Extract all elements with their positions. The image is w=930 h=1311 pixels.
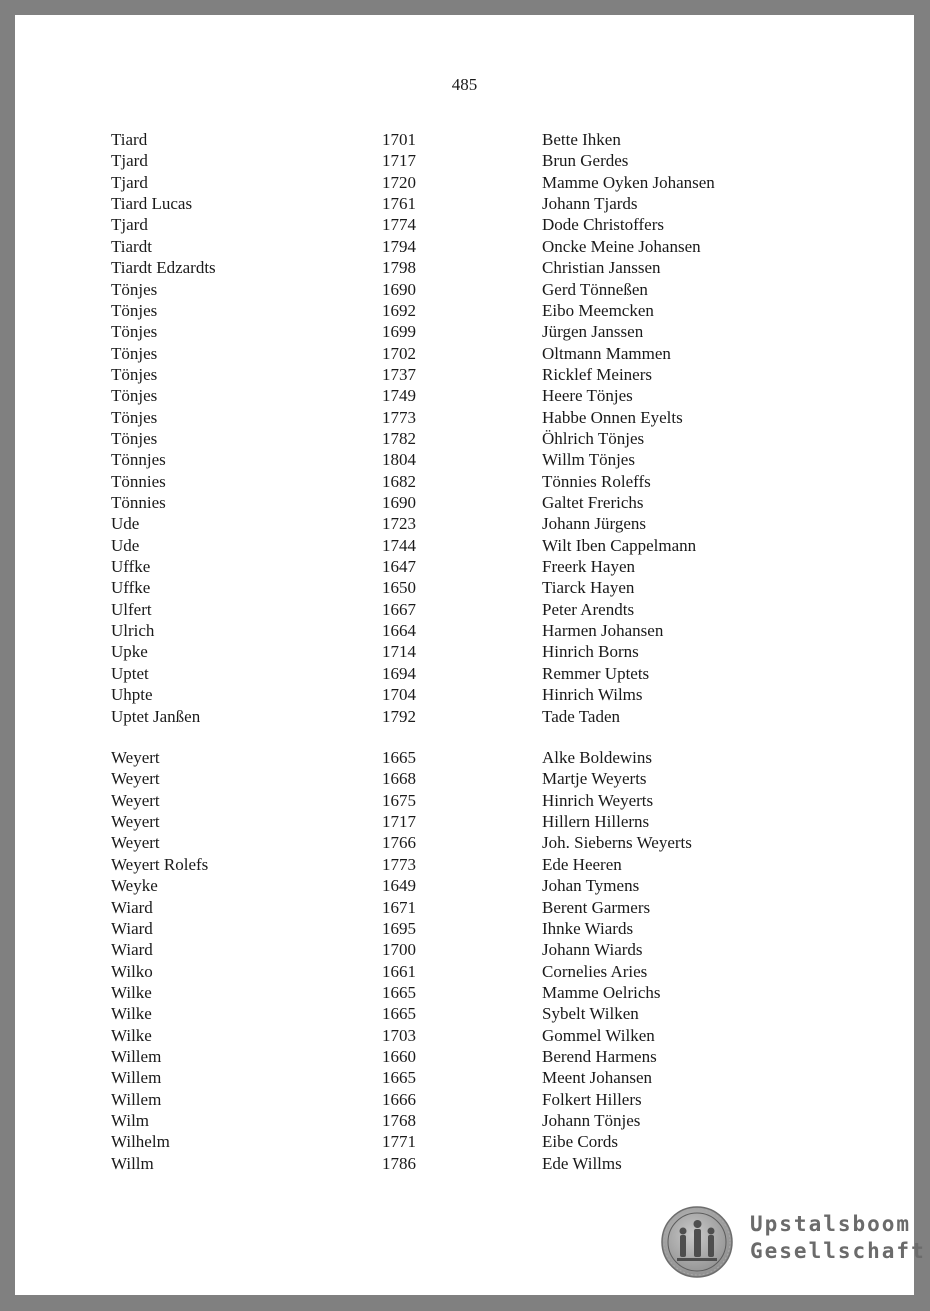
person-name-cell: Harmen Johansen bbox=[542, 621, 664, 640]
person-name-cell: Oltmann Mammen bbox=[542, 343, 671, 363]
given-name-cell: Tjard bbox=[111, 172, 148, 192]
table-row bbox=[15, 599, 914, 620]
year-cell: 1792 bbox=[382, 706, 416, 726]
table-row bbox=[15, 193, 914, 214]
person-name-cell: Jürgen Janssen bbox=[542, 322, 644, 342]
person-name-cell: Öhlrich Tönjes bbox=[542, 428, 645, 448]
given-name-cell: Willem bbox=[111, 1068, 162, 1088]
document-page bbox=[15, 15, 926, 1295]
person-name-cell: Eibe Cords bbox=[542, 1132, 619, 1152]
given-name-cell: Weyert bbox=[111, 748, 160, 767]
person-name-cell: Habbe Onnen Eyelts bbox=[542, 407, 683, 427]
year-cell: 1794 bbox=[382, 236, 416, 256]
given-name-cell: Uhpte bbox=[111, 685, 153, 705]
table-row bbox=[15, 1110, 914, 1131]
year-cell: 1664 bbox=[382, 621, 416, 640]
year-cell: 1717 bbox=[382, 151, 416, 171]
person-name-cell: Peter Arendts bbox=[542, 599, 635, 619]
given-name-cell: Ulrich bbox=[111, 621, 155, 640]
year-cell: 1671 bbox=[382, 897, 416, 917]
person-name-cell: Berent Garmers bbox=[542, 897, 651, 917]
year-cell: 1773 bbox=[382, 854, 416, 874]
given-name-cell: Wilke bbox=[111, 1025, 152, 1045]
year-cell: 1699 bbox=[382, 322, 416, 342]
person-name-cell: Folkert Hillers bbox=[542, 1089, 642, 1109]
person-name-cell: Alke Boldewins bbox=[542, 748, 653, 767]
table-row bbox=[15, 129, 914, 150]
person-name-cell: Cornelies Aries bbox=[542, 961, 648, 981]
given-name-cell: Upke bbox=[111, 642, 148, 662]
given-name-cell: Weyke bbox=[111, 876, 158, 896]
person-name-cell: Gommel Wilken bbox=[542, 1025, 655, 1045]
person-name-cell: Martje Weyerts bbox=[542, 769, 647, 789]
given-name-cell: Ulfert bbox=[111, 599, 152, 619]
given-name-cell: Wilke bbox=[111, 1004, 152, 1024]
person-name-cell: Joh. Sieberns Weyerts bbox=[542, 833, 692, 853]
year-cell: 1782 bbox=[382, 428, 416, 448]
year-cell: 1704 bbox=[382, 685, 416, 705]
given-name-cell: Wilm bbox=[111, 1111, 150, 1130]
year-cell: 1665 bbox=[382, 1004, 416, 1024]
table-row bbox=[15, 1067, 914, 1088]
given-name-cell: Ude bbox=[111, 535, 140, 555]
table-row bbox=[15, 257, 914, 278]
table-row bbox=[15, 1089, 914, 1110]
year-cell: 1702 bbox=[382, 343, 416, 363]
table-row bbox=[15, 407, 914, 428]
given-name-cell: Tiard Lucas bbox=[111, 194, 193, 214]
year-cell: 1771 bbox=[382, 1132, 416, 1152]
year-cell: 1694 bbox=[382, 663, 416, 683]
year-cell: 1649 bbox=[382, 876, 416, 896]
table-row bbox=[15, 449, 914, 470]
person-name-cell: Hinrich Borns bbox=[542, 642, 639, 662]
year-cell: 1647 bbox=[382, 557, 416, 576]
table-row bbox=[15, 577, 914, 598]
given-name-cell: Willem bbox=[111, 1089, 162, 1109]
year-cell: 1692 bbox=[382, 300, 416, 320]
given-name-cell: Wiard bbox=[111, 940, 153, 960]
year-cell: 1665 bbox=[382, 982, 416, 1002]
person-name-cell: Oncke Meine Johansen bbox=[542, 236, 701, 256]
given-name-cell: Tönnies bbox=[111, 471, 166, 491]
table-row bbox=[15, 706, 914, 727]
table-row bbox=[15, 641, 914, 662]
year-cell: 1665 bbox=[382, 1068, 416, 1088]
person-name-cell: Tade Taden bbox=[542, 706, 621, 726]
person-name-cell: Johann Wiards bbox=[542, 940, 643, 960]
table-row bbox=[15, 556, 914, 577]
person-name-cell: Berend Harmens bbox=[542, 1046, 657, 1066]
table-row bbox=[15, 897, 914, 918]
table-row bbox=[15, 300, 914, 321]
table-row bbox=[15, 535, 914, 556]
year-cell: 1774 bbox=[382, 215, 416, 235]
year-cell: 1650 bbox=[382, 578, 416, 598]
year-cell: 1723 bbox=[382, 514, 416, 534]
society-wordmark bbox=[750, 1211, 926, 1265]
year-cell: 1768 bbox=[382, 1111, 416, 1130]
given-name-cell: Weyert bbox=[111, 769, 160, 789]
person-name-cell: Mamme Oelrichs bbox=[542, 982, 661, 1002]
table-row bbox=[15, 918, 914, 939]
year-cell: 1667 bbox=[382, 599, 416, 619]
year-cell: 1700 bbox=[382, 940, 416, 960]
year-cell: 1766 bbox=[382, 833, 416, 853]
person-name-cell: Ihnke Wiards bbox=[542, 918, 634, 938]
table-row bbox=[15, 832, 914, 853]
society-logo bbox=[660, 1205, 926, 1285]
table-row bbox=[15, 875, 914, 896]
person-name-cell: Hillern Hillerns bbox=[542, 812, 650, 831]
given-name-cell: Uffke bbox=[111, 578, 151, 598]
table-row bbox=[15, 150, 914, 171]
wordmark-line-1: Upstalsboom bbox=[750, 1212, 912, 1236]
table-row bbox=[15, 236, 914, 257]
year-cell: 1661 bbox=[382, 961, 416, 981]
year-cell: 1720 bbox=[382, 172, 416, 192]
person-name-cell: Tönnies Roleffs bbox=[542, 471, 651, 491]
given-name-cell: Weyert bbox=[111, 790, 160, 810]
year-cell: 1744 bbox=[382, 535, 416, 555]
person-name-cell: Dode Christoffers bbox=[542, 215, 664, 235]
year-cell: 1660 bbox=[382, 1046, 416, 1066]
person-name-cell: Johann Tjards bbox=[542, 194, 638, 214]
given-name-cell: Tönjes bbox=[111, 364, 158, 384]
table-row bbox=[15, 492, 914, 513]
given-name-cell: Tjard bbox=[111, 215, 148, 235]
year-cell: 1737 bbox=[382, 364, 416, 384]
given-name-cell: Tiardt bbox=[111, 236, 152, 256]
given-name-cell: Tönjes bbox=[111, 322, 158, 342]
year-cell: 1690 bbox=[382, 279, 416, 299]
table-row bbox=[15, 385, 914, 406]
given-name-cell: Tiard bbox=[111, 130, 148, 149]
year-cell: 1717 bbox=[382, 812, 416, 831]
year-cell: 1701 bbox=[382, 130, 416, 149]
person-name-cell: Johann Jürgens bbox=[542, 514, 647, 534]
given-name-cell: Tönjes bbox=[111, 279, 158, 299]
year-cell: 1695 bbox=[382, 918, 416, 938]
table-row bbox=[15, 768, 914, 789]
year-cell: 1703 bbox=[382, 1025, 416, 1045]
given-name-cell: Uptet bbox=[111, 663, 149, 683]
table-row bbox=[15, 790, 914, 811]
year-cell: 1666 bbox=[382, 1089, 416, 1109]
year-cell: 1714 bbox=[382, 642, 416, 662]
given-name-cell: Uffke bbox=[111, 557, 151, 576]
person-name-cell: Brun Gerdes bbox=[542, 151, 629, 171]
wordmark-line-2: Gesellschaft bbox=[750, 1239, 926, 1263]
table-row bbox=[15, 279, 914, 300]
person-name-cell: Galtet Frerichs bbox=[542, 493, 644, 512]
person-name-cell: Hinrich Weyerts bbox=[542, 790, 654, 810]
given-name-cell: Tönnjes bbox=[111, 450, 166, 470]
given-name-cell: Weyert bbox=[111, 812, 160, 831]
table-row bbox=[15, 1003, 914, 1024]
given-name-cell: Willem bbox=[111, 1046, 162, 1066]
given-name-cell: Wiard bbox=[111, 897, 153, 917]
table-row bbox=[15, 620, 914, 641]
table-row bbox=[15, 854, 914, 875]
person-name-cell: Johan Tymens bbox=[542, 876, 640, 896]
year-cell: 1786 bbox=[382, 1153, 416, 1173]
person-name-cell: Hinrich Wilms bbox=[542, 685, 643, 705]
given-name-cell: Tönjes bbox=[111, 343, 158, 363]
given-name-cell: Willm bbox=[111, 1153, 154, 1173]
year-cell: 1665 bbox=[382, 748, 416, 767]
person-name-cell: Freerk Hayen bbox=[542, 557, 635, 576]
person-name-cell: Eibo Meemcken bbox=[542, 300, 654, 320]
table-row bbox=[15, 684, 914, 705]
given-name-cell: Weyert Rolefs bbox=[111, 854, 209, 874]
table-row bbox=[15, 343, 914, 364]
given-name-cell: Tiardt Edzardts bbox=[111, 258, 216, 278]
year-cell: 1668 bbox=[382, 769, 416, 789]
table-row bbox=[15, 961, 914, 982]
table-row bbox=[15, 471, 914, 492]
given-name-cell: Wilko bbox=[111, 961, 153, 981]
given-name-cell: Tönjes bbox=[111, 386, 158, 406]
table-row bbox=[15, 1131, 914, 1152]
table-row bbox=[15, 982, 914, 1003]
year-cell: 1773 bbox=[382, 407, 416, 427]
seal-icon bbox=[660, 1205, 734, 1279]
given-name-cell: Wilhelm bbox=[111, 1132, 170, 1152]
person-name-cell: Remmer Uptets bbox=[542, 663, 650, 683]
person-name-cell: Gerd Tönneßen bbox=[542, 279, 648, 299]
table-row bbox=[15, 321, 914, 342]
person-name-cell: Bette Ihken bbox=[542, 130, 621, 149]
page-number: 485 bbox=[451, 75, 478, 94]
table-row bbox=[15, 663, 914, 684]
person-name-cell: Christian Janssen bbox=[542, 258, 661, 278]
year-cell: 1675 bbox=[382, 790, 416, 810]
person-name-cell: Meent Johansen bbox=[542, 1068, 653, 1088]
person-name-cell: Ede Heeren bbox=[542, 854, 622, 874]
person-name-cell: Sybelt Wilken bbox=[542, 1004, 639, 1024]
person-name-cell: Willm Tönjes bbox=[542, 450, 635, 470]
person-name-cell: Wilt Iben Cappelmann bbox=[542, 535, 697, 555]
person-name-cell: Ricklef Meiners bbox=[542, 364, 652, 384]
table-row bbox=[15, 428, 914, 449]
given-name-cell: Tönjes bbox=[111, 300, 158, 320]
person-name-cell: Mamme Oyken Johansen bbox=[542, 172, 715, 192]
year-cell: 1761 bbox=[382, 194, 416, 214]
table-row bbox=[15, 364, 914, 385]
given-name-cell: Tönnies bbox=[111, 493, 166, 512]
given-name-cell: Tönjes bbox=[111, 407, 158, 427]
year-cell: 1682 bbox=[382, 471, 416, 491]
year-cell: 1798 bbox=[382, 258, 416, 278]
given-name-cell: Tönjes bbox=[111, 428, 158, 448]
given-name-cell: Wilke bbox=[111, 982, 152, 1002]
person-name-cell: Ede Willms bbox=[542, 1153, 622, 1173]
table-row bbox=[15, 939, 914, 960]
person-name-cell: Johann Tönjes bbox=[542, 1111, 641, 1130]
person-name-cell: Tiarck Hayen bbox=[542, 578, 635, 598]
table-row bbox=[15, 513, 914, 534]
table-row bbox=[15, 1025, 914, 1046]
given-name-cell: Ude bbox=[111, 514, 140, 534]
table-row bbox=[15, 747, 914, 768]
table-row bbox=[15, 1153, 914, 1174]
table-row bbox=[15, 811, 914, 832]
year-cell: 1749 bbox=[382, 386, 416, 406]
given-name-cell: Uptet Janßen bbox=[111, 706, 201, 726]
table-row bbox=[15, 1046, 914, 1067]
table-row bbox=[15, 214, 914, 235]
given-name-cell: Weyert bbox=[111, 833, 160, 853]
given-name-cell: Tjard bbox=[111, 151, 148, 171]
year-cell: 1690 bbox=[382, 493, 416, 512]
year-cell: 1804 bbox=[382, 450, 416, 470]
given-name-cell: Wiard bbox=[111, 918, 153, 938]
table-row bbox=[15, 172, 914, 193]
person-name-cell: Heere Tönjes bbox=[542, 386, 633, 406]
